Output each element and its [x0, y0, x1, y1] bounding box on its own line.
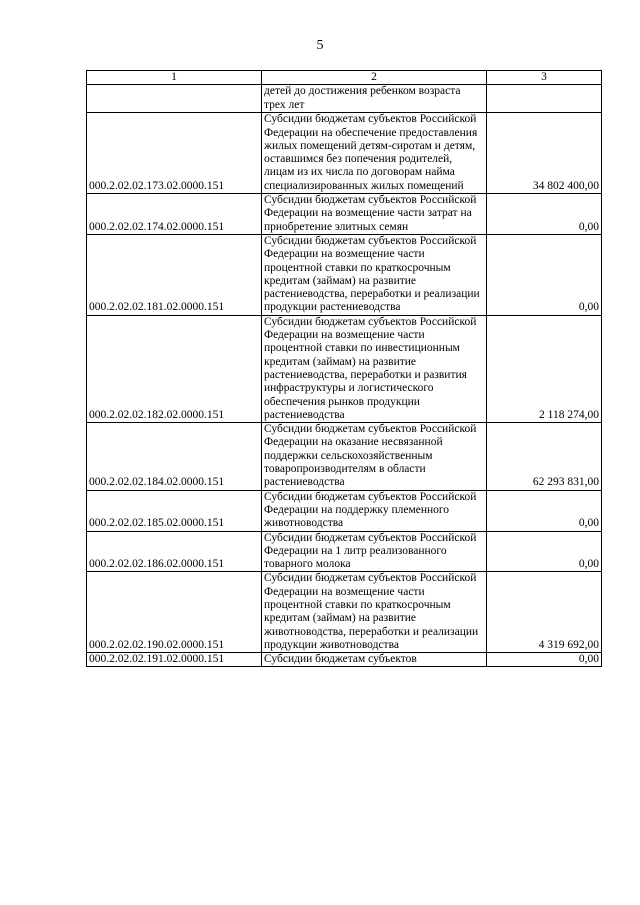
description-cell: Субсидии бюджетам субъектов Российской Федерации на обеспечение предоставления жилых помещений детям-сиротам и детям, оставшимся без попечения родителей, лицам из их числа по договорам найма специализированных жилых помещений — [262, 113, 487, 194]
description-cell: Субсидии бюджетам субъектов Российской Федерации на возмещение части процентной ставки по краткосрочным кредитам (займам) на развитие растениеводства, переработки и реализации продукции растениеводства — [262, 234, 487, 315]
description-cell: Субсидии бюджетам субъектов Российской Федерации на оказание несвязанной поддержки сельскохозяйственным товаропроизводителям в области растениеводства — [262, 423, 487, 490]
amount-cell: 0,00 — [487, 194, 602, 235]
column-header: 2 — [262, 71, 487, 85]
amount-cell: 0,00 — [487, 531, 602, 572]
code-cell: 000.2.02.02.181.02.0000.151 — [87, 234, 262, 315]
description-cell: Субсидии бюджетам субъектов Российской Федерации на возмещение части процентной ставки по краткосрочным кредитам (займам) на развитие животноводства, переработки и реализации продукции животноводства — [262, 572, 487, 653]
amount-cell: 0,00 — [487, 490, 602, 531]
page-number: 5 — [316, 38, 324, 53]
amount-cell: 34 802 400,00 — [487, 113, 602, 194]
table-row — [87, 531, 602, 572]
description-cell: Субсидии бюджетам субъектов Российской Федерации на 1 литр реализованного товарного молока — [262, 531, 487, 572]
description-cell: Субсидии бюджетам субъектов Российской Федерации на поддержку племенного животноводства — [262, 490, 487, 531]
code-cell: 000.2.02.02.185.02.0000.151 — [87, 490, 262, 531]
table-row — [87, 234, 602, 315]
code-cell — [87, 85, 262, 113]
amount-cell: 2 118 274,00 — [487, 315, 602, 422]
table-row — [87, 113, 602, 194]
description-cell: Субсидии бюджетам субъектов Российской Федерации на возмещение части затрат на приобретение элитных семян — [262, 194, 487, 235]
description-cell: детей до достижения ребенком возраста трех лет — [262, 85, 487, 113]
code-cell: 000.2.02.02.191.02.0000.151 — [87, 653, 262, 667]
code-cell: 000.2.02.02.182.02.0000.151 — [87, 315, 262, 422]
budget-table — [86, 70, 602, 667]
code-cell: 000.2.02.02.186.02.0000.151 — [87, 531, 262, 572]
amount-cell: 62 293 831,00 — [487, 423, 602, 490]
code-cell: 000.2.02.02.184.02.0000.151 — [87, 423, 262, 490]
table-row — [87, 572, 602, 653]
amount-cell — [487, 85, 602, 113]
description-cell: Субсидии бюджетам субъектов Российской Федерации на возмещение части процентной ставки по инвестиционным кредитам (займам) на развитие растениеводства, переработки и развития инфраструктуры и логистического обеспечения рынков продукции растениеводства — [262, 315, 487, 422]
table-row — [87, 315, 602, 422]
table-header-row — [87, 71, 602, 85]
table-row — [87, 490, 602, 531]
table-row — [87, 85, 602, 113]
amount-cell: 0,00 — [487, 653, 602, 667]
amount-cell: 0,00 — [487, 234, 602, 315]
column-header: 3 — [487, 71, 602, 85]
table-row — [87, 194, 602, 235]
table-row — [87, 423, 602, 490]
description-cell: Субсидии бюджетам субъектов — [262, 653, 487, 667]
code-cell: 000.2.02.02.173.02.0000.151 — [87, 113, 262, 194]
amount-cell: 4 319 692,00 — [487, 572, 602, 653]
code-cell: 000.2.02.02.190.02.0000.151 — [87, 572, 262, 653]
column-header: 1 — [87, 71, 262, 85]
code-cell: 000.2.02.02.174.02.0000.151 — [87, 194, 262, 235]
table-row — [87, 653, 602, 667]
